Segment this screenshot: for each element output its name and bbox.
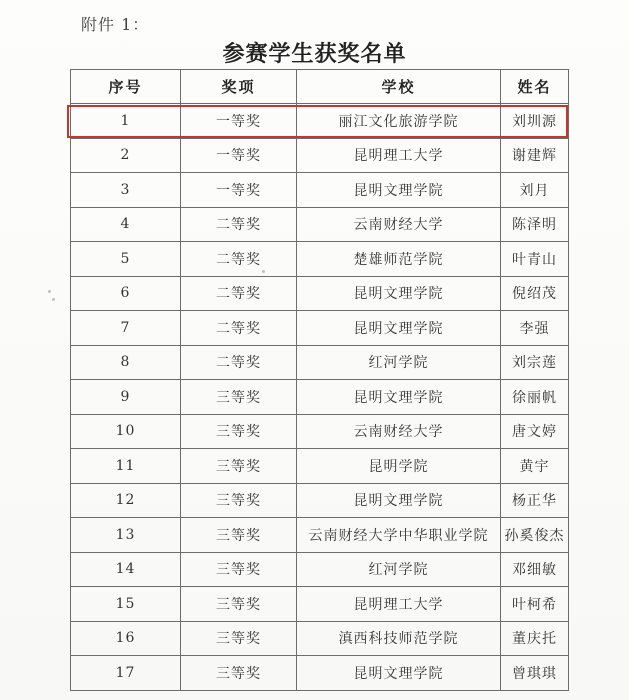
cell-no: 11: [71, 449, 181, 484]
cell-school: 丽江文化旅游学院: [297, 104, 501, 139]
scan-speck: [52, 298, 55, 301]
cell-school: 昆明文理学院: [297, 276, 501, 311]
table-row: [71, 587, 569, 622]
cell-name: 李强: [501, 311, 569, 346]
cell-school: 滇西科技师范学院: [297, 621, 501, 656]
cell-no: 12: [71, 483, 181, 518]
cell-award: 一等奖: [181, 173, 297, 208]
cell-name: 孙奚俊杰: [501, 518, 569, 553]
cell-school: 昆明文理学院: [297, 173, 501, 208]
table-row: [71, 311, 569, 346]
cell-award: 三等奖: [181, 414, 297, 449]
cell-name: 邓细敏: [501, 552, 569, 587]
header-no: 序号: [71, 70, 181, 104]
cell-award: 一等奖: [181, 138, 297, 173]
cell-award: 三等奖: [181, 587, 297, 622]
cell-name: 叶柯希: [501, 587, 569, 622]
table-row: [71, 276, 569, 311]
cell-no: 6: [71, 276, 181, 311]
cell-school: 昆明文理学院: [297, 656, 501, 691]
cell-name: 叶青山: [501, 242, 569, 277]
cell-name: 陈泽明: [501, 207, 569, 242]
cell-name: 徐丽帆: [501, 380, 569, 415]
cell-school: 昆明理工大学: [297, 138, 501, 173]
table-row: [71, 656, 569, 691]
header-school: 学校: [297, 70, 501, 104]
cell-name: 刘圳源: [501, 104, 569, 139]
cell-no: 15: [71, 587, 181, 622]
table-row: [71, 242, 569, 277]
cell-no: 10: [71, 414, 181, 449]
cell-award: 二等奖: [181, 242, 297, 277]
cell-school: 昆明文理学院: [297, 380, 501, 415]
cell-school: 红河学院: [297, 345, 501, 380]
table-body: [71, 104, 569, 691]
table-row: [71, 138, 569, 173]
cell-no: 1: [71, 104, 181, 139]
cell-award: 二等奖: [181, 311, 297, 346]
cell-name: 曾琪琪: [501, 656, 569, 691]
cell-name: 刘月: [501, 173, 569, 208]
cell-name: 黄宇: [501, 449, 569, 484]
table-row: [71, 414, 569, 449]
table-row: [71, 483, 569, 518]
cell-school: 云南财经大学中华职业学院: [297, 518, 501, 553]
cell-name: 谢建辉: [501, 138, 569, 173]
table-row: [71, 104, 569, 139]
cell-no: 17: [71, 656, 181, 691]
table-row: [71, 380, 569, 415]
table-row: [71, 518, 569, 553]
cell-award: 三等奖: [181, 621, 297, 656]
cell-award: 二等奖: [181, 276, 297, 311]
table-row: [71, 207, 569, 242]
table-row: [71, 173, 569, 208]
cell-school: 昆明文理学院: [297, 311, 501, 346]
cell-name: 唐文婷: [501, 414, 569, 449]
cell-school: 昆明文理学院: [297, 483, 501, 518]
cell-no: 2: [71, 138, 181, 173]
cell-name: 刘宗莲: [501, 345, 569, 380]
cell-no: 7: [71, 311, 181, 346]
attachment-label: 附件 1：: [81, 15, 150, 34]
cell-no: 8: [71, 345, 181, 380]
cell-name: 倪绍茂: [501, 276, 569, 311]
cell-school: 昆明理工大学: [297, 587, 501, 622]
awards-table: [70, 69, 569, 691]
cell-award: 一等奖: [181, 104, 297, 139]
cell-no: 16: [71, 621, 181, 656]
table-row: [71, 345, 569, 380]
document-title: 参赛学生获奖名单: [222, 41, 407, 67]
cell-award: 三等奖: [181, 552, 297, 587]
cell-no: 9: [71, 380, 181, 415]
cell-award: 二等奖: [181, 207, 297, 242]
cell-school: 云南财经大学: [297, 414, 501, 449]
scan-speck: [48, 290, 51, 293]
cell-school: 云南财经大学: [297, 207, 501, 242]
cell-school: 红河学院: [297, 552, 501, 587]
cell-no: 13: [71, 518, 181, 553]
cell-no: 3: [71, 173, 181, 208]
cell-no: 5: [71, 242, 181, 277]
cell-school: 昆明学院: [297, 449, 501, 484]
cell-no: 14: [71, 552, 181, 587]
header-award: 奖项: [181, 70, 297, 104]
scan-speck: [262, 270, 265, 273]
cell-award: 三等奖: [181, 380, 297, 415]
table-header-row: [71, 70, 569, 104]
cell-school: 楚雄师范学院: [297, 242, 501, 277]
cell-name: 杨正华: [501, 483, 569, 518]
cell-award: 三等奖: [181, 449, 297, 484]
cell-award: 三等奖: [181, 483, 297, 518]
cell-award: 三等奖: [181, 518, 297, 553]
table-row: [71, 449, 569, 484]
table-row: [71, 552, 569, 587]
cell-no: 4: [71, 207, 181, 242]
cell-award: 二等奖: [181, 345, 297, 380]
cell-award: 三等奖: [181, 656, 297, 691]
cell-name: 董庆托: [501, 621, 569, 656]
table-row: [71, 621, 569, 656]
header-name: 姓名: [501, 70, 569, 104]
